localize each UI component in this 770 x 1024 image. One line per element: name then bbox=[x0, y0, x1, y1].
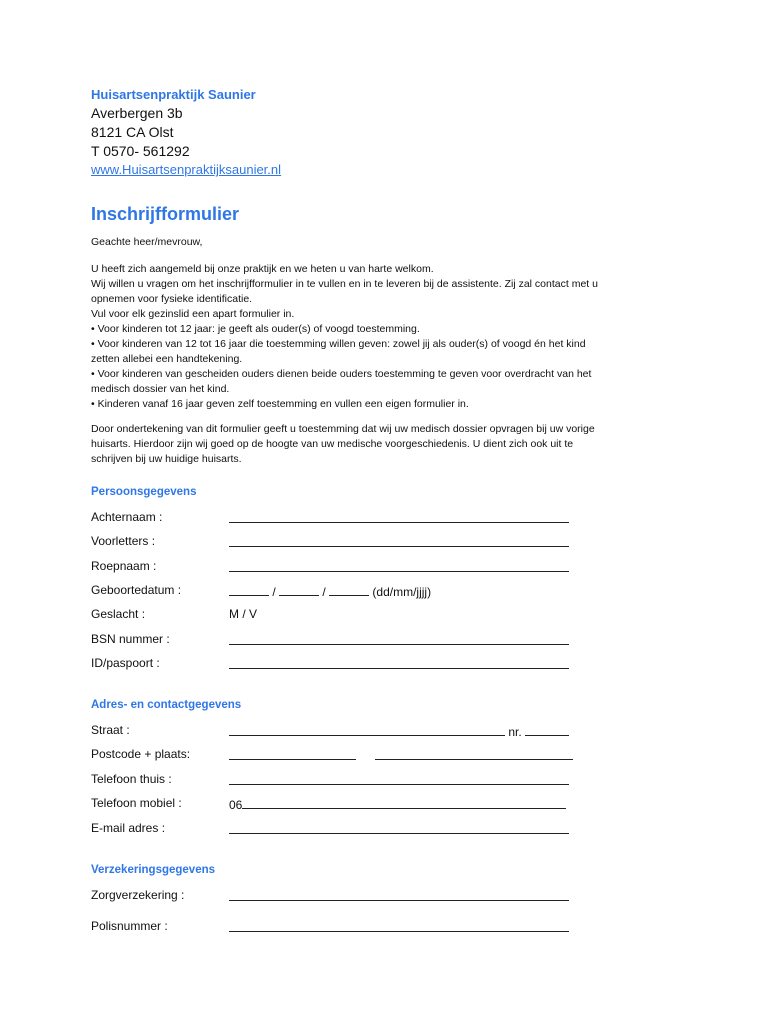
label-zorgverzekering: Zorgverzekering : bbox=[91, 888, 185, 902]
section-title-personal: Persoonsgegevens bbox=[91, 486, 197, 498]
input-line-bsn[interactable] bbox=[229, 632, 569, 645]
field-tel-thuis bbox=[91, 772, 691, 790]
label-bsn: BSN nummer : bbox=[91, 632, 170, 646]
label-id: ID/paspoort : bbox=[91, 656, 160, 670]
label-polisnummer: Polisnummer : bbox=[91, 919, 168, 933]
label-tel-thuis: Telefoon thuis : bbox=[91, 772, 172, 786]
consent-paragraph bbox=[91, 422, 691, 467]
field-geboortedatum bbox=[91, 583, 691, 601]
input-line-roepnaam[interactable] bbox=[229, 559, 569, 572]
input-line-achternaam[interactable] bbox=[229, 510, 569, 523]
practice-street: Averbergen 3b bbox=[91, 105, 183, 121]
intro-line: medisch dossier van het kind. bbox=[91, 383, 230, 395]
field-email bbox=[91, 821, 691, 839]
date-separator: / bbox=[272, 585, 276, 599]
field-tel-mobiel bbox=[91, 796, 691, 814]
section-title-address: Adres- en contactgegevens bbox=[91, 699, 242, 711]
practice-city: 8121 CA Olst bbox=[91, 124, 174, 140]
field-postcode bbox=[91, 747, 691, 765]
field-id bbox=[91, 656, 691, 674]
consent-line: Door ondertekening van dit formulier geeft u toestemming dat wij uw medisch dossier opvragen bij uw vorige bbox=[91, 423, 595, 435]
label-postcode: Postcode + plaats: bbox=[91, 747, 191, 761]
intro-line: • Voor kinderen van gescheiden ouders dienen beide ouders toestemming te geven voor overdracht van het bbox=[91, 368, 592, 380]
practice-phone: T 0570- 561292 bbox=[91, 143, 190, 159]
label-achternaam: Achternaam : bbox=[91, 510, 163, 524]
intro-line: opnemen voor fysieke identificatie. bbox=[91, 293, 253, 305]
input-line-tel-thuis[interactable] bbox=[229, 772, 569, 785]
form-title: Inschrijfformulier bbox=[91, 204, 240, 224]
label-email: E-mail adres : bbox=[91, 821, 166, 835]
document-page bbox=[91, 86, 691, 467]
field-bsn bbox=[91, 632, 691, 650]
intro-line: Wij willen u vragen om het inschrijfformulier in te vullen en in te leveren bij de assistente. Zij zal contact met u bbox=[91, 278, 598, 290]
input-line-polisnummer[interactable] bbox=[229, 919, 569, 932]
intro-line: U heeft zich aangemeld bij onze praktijk en we heten u van harte welkom. bbox=[91, 263, 434, 275]
input-line-day[interactable] bbox=[229, 583, 269, 596]
input-line-id[interactable] bbox=[229, 656, 569, 669]
input-line-email[interactable] bbox=[229, 821, 569, 834]
form-area bbox=[91, 484, 691, 944]
field-voorletters bbox=[91, 534, 691, 552]
date-format-hint: (dd/mm/jjjj) bbox=[372, 585, 432, 599]
intro-paragraph bbox=[91, 262, 691, 412]
input-line-voorletters[interactable] bbox=[229, 534, 569, 547]
input-line-postcode[interactable] bbox=[229, 747, 356, 760]
input-line-year[interactable] bbox=[329, 583, 369, 596]
consent-line: schrijven bij uw huidige huisarts. bbox=[91, 453, 242, 465]
date-separator: / bbox=[322, 585, 326, 599]
input-line-plaats[interactable] bbox=[375, 747, 573, 760]
intro-line: • Voor kinderen van 12 tot 16 jaar die toestemming willen geven: zowel jij als ouder(s) of voogd én het kind bbox=[91, 338, 586, 350]
input-line-straat[interactable] bbox=[229, 723, 505, 736]
label-geslacht: Geslacht : bbox=[91, 607, 146, 621]
label-voorletters: Voorletters : bbox=[91, 534, 156, 548]
label-tel-mobiel: Telefoon mobiel : bbox=[91, 796, 182, 810]
intro-line: • Voor kinderen tot 12 jaar: je geeft als ouder(s) of voogd toestemming. bbox=[91, 323, 420, 335]
input-line-nr[interactable] bbox=[525, 723, 569, 736]
field-geslacht bbox=[91, 607, 691, 625]
salutation: Geachte heer/mevrouw, bbox=[91, 236, 203, 248]
field-polisnummer bbox=[91, 919, 691, 937]
section-title-insurance: Verzekeringsgegevens bbox=[91, 864, 216, 876]
input-line-tel-mobiel[interactable] bbox=[242, 796, 566, 809]
label-nr: nr. bbox=[508, 725, 522, 739]
practice-name: Huisartsenpraktijk Saunier bbox=[91, 87, 256, 102]
label-straat: Straat : bbox=[91, 723, 130, 737]
intro-line: Vul voor elk gezinslid een apart formulier in. bbox=[91, 308, 295, 320]
label-geboortedatum: Geboortedatum : bbox=[91, 583, 182, 597]
mobile-prefix: 06 bbox=[229, 798, 243, 812]
practice-website-link[interactable]: www.Huisartsenpraktijksaunier.nl bbox=[91, 162, 282, 177]
geslacht-options[interactable]: M / V bbox=[229, 607, 258, 621]
field-achternaam bbox=[91, 510, 691, 528]
intro-line: • Kinderen vanaf 16 jaar geven zelf toestemming en vullen een eigen formulier in. bbox=[91, 398, 469, 410]
field-zorgverzekering bbox=[91, 888, 691, 906]
input-line-month[interactable] bbox=[279, 583, 319, 596]
intro-line: zetten allebei een handtekening. bbox=[91, 353, 243, 365]
consent-line: huisarts. Hierdoor zijn wij goed op de hoogte van uw medische voorgeschiedenis. U dient zich ook uit te bbox=[91, 438, 574, 450]
label-roepnaam: Roepnaam : bbox=[91, 559, 157, 573]
field-straat bbox=[91, 723, 691, 741]
input-line-zorgverzekering[interactable] bbox=[229, 888, 569, 901]
field-roepnaam bbox=[91, 559, 691, 577]
